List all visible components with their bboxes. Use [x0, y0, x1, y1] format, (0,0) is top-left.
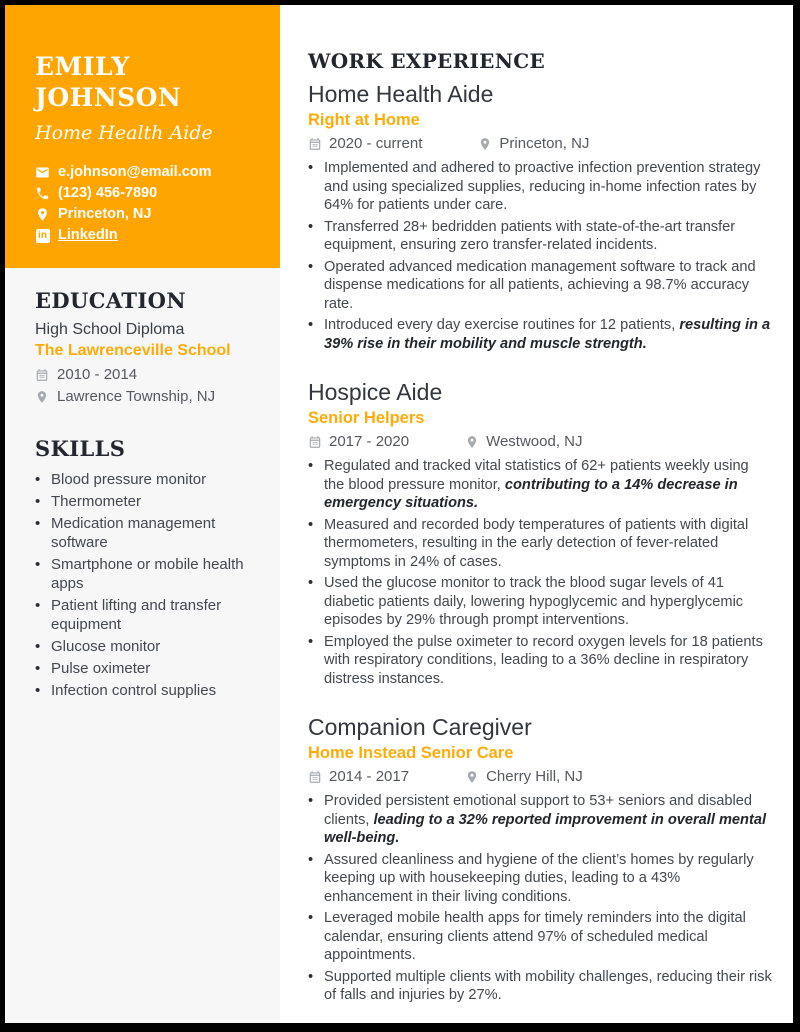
person-job-title: Home Health Aide — [35, 122, 213, 144]
bullet-dot: • — [35, 515, 41, 532]
bullet-dot: • — [308, 793, 314, 809]
education-heading: EDUCATION — [35, 288, 186, 313]
job-dates: 2014 - 2017 — [329, 768, 410, 785]
bullet-dot: • — [35, 556, 41, 573]
bullet-emphasis: leading to a 32% reported improvement in overall mental well-being. — [324, 811, 766, 846]
skill-item — [35, 596, 266, 634]
bullet-dot: • — [308, 258, 314, 275]
education-location-row — [35, 386, 266, 408]
job-location-row — [478, 134, 589, 154]
job-bullet — [308, 159, 772, 215]
skill-item — [35, 470, 266, 489]
bullet-dot: • — [308, 160, 314, 176]
bullet-text: Provided persistent emotional support to 53+ seniors and disabled clients, leading to a 32% reported improvement in overall mental well-being. — [324, 793, 766, 846]
bullet-text: Implemented and adhered to proactive infection prevention strategy and using specialized supplies, reducing in-home infection rates by 64% for patients under care. — [324, 160, 761, 213]
job-meta-row — [308, 134, 772, 154]
bullet-dot: • — [35, 682, 41, 699]
skill-label: Patient lifting and transfer equipment — [51, 597, 222, 633]
job-title: Companion Caregiver — [308, 714, 532, 740]
location-pin-icon — [35, 390, 49, 404]
education-dates-row — [35, 364, 266, 386]
contact-item[interactable] — [35, 228, 266, 243]
education-school: The Lawrenceville School — [35, 342, 231, 359]
location-pin-icon — [478, 137, 492, 151]
person-name-line: JOHNSON — [35, 83, 182, 112]
calendar-icon — [308, 770, 322, 784]
contact-label: Princeton, NJ — [58, 206, 152, 222]
bullet-text: Assured cleanliness and hygiene of the client’s homes by regularly keeping up with housekeeping duties, leading to a 43% enhancement in their living conditions. — [324, 851, 754, 905]
job-location: Princeton, NJ — [499, 135, 590, 152]
skill-label: Thermometer — [51, 493, 142, 510]
education-section — [35, 288, 266, 408]
job-dates: 2017 - 2020 — [329, 433, 410, 450]
skill-label: Pulse oximeter — [51, 660, 151, 677]
education-dates: 2010 - 2014 — [57, 366, 138, 383]
job-entry — [308, 81, 772, 353]
bullet-dot: • — [308, 218, 314, 235]
contact-item — [35, 165, 266, 180]
skill-item — [35, 681, 266, 700]
skill-item — [35, 637, 266, 656]
skill-label: Glucose monitor — [51, 638, 161, 655]
bullet-dot: • — [308, 317, 314, 333]
calendar-icon — [308, 137, 322, 151]
skill-item — [35, 492, 266, 511]
bullet-dot: • — [308, 633, 314, 650]
bullet-dot: • — [308, 968, 314, 985]
job-bullet — [308, 316, 772, 353]
skill-item — [35, 659, 266, 678]
job-bullet-list — [308, 159, 772, 353]
bullet-text: Supported multiple clients with mobility challenges, reducing their risk of falls and injuries by 27%. — [324, 968, 772, 1003]
bullet-emphasis: contributing to a 14% decrease in emergency situations. — [324, 476, 738, 511]
bullet-text: Regulated and tracked vital statistics of 62+ patients weekly using the blood pressure monitor, contributing to a 14% decrease in emergency situations. — [324, 458, 749, 511]
education-location: Lawrence Township, NJ — [57, 388, 216, 405]
person-name-line: EMILY — [35, 52, 130, 81]
job-location-row — [465, 432, 582, 452]
contact-label: e.johnson@email.com — [58, 164, 212, 180]
bullet-dot: • — [35, 493, 41, 510]
skill-label: Blood pressure monitor — [51, 471, 207, 488]
contact-item — [35, 207, 266, 222]
bullet-dot: • — [308, 458, 314, 474]
contact-item — [35, 186, 266, 201]
jobs-container — [308, 81, 772, 1005]
job-bullet — [308, 258, 772, 314]
calendar-icon — [35, 368, 49, 382]
contact-list — [35, 165, 266, 243]
bullet-text: Used the glucose monitor to track the blood sugar levels of 41 diabetic patients daily, lowering hypoglycemic and hyperglycemic episodes by 29% through prompt interventions. — [324, 575, 744, 628]
location-pin-icon — [465, 770, 479, 784]
job-location: Cherry Hill, NJ — [486, 768, 583, 785]
job-bullet — [308, 516, 772, 572]
location-pin-icon — [465, 435, 479, 449]
calendar-icon — [308, 435, 322, 449]
job-dates-row — [308, 432, 409, 452]
company-name: Senior Helpers — [308, 409, 425, 427]
job-bullet-list — [308, 457, 772, 688]
bullet-dot: • — [35, 660, 41, 677]
resume-page — [5, 5, 793, 1023]
sidebar — [5, 5, 280, 1023]
job-bullet-list — [308, 792, 772, 1005]
skills-heading: SKILLS — [35, 436, 126, 461]
contact-label[interactable]: LinkedIn — [58, 227, 118, 243]
job-title: Home Health Aide — [308, 81, 494, 107]
contact-label: (123) 456-7890 — [58, 185, 158, 201]
job-bullet — [308, 218, 772, 255]
skill-item — [35, 514, 266, 552]
job-location: Westwood, NJ — [486, 433, 583, 450]
job-bullet — [308, 633, 772, 689]
job-meta-row — [308, 767, 772, 787]
job-bullet — [308, 574, 772, 630]
job-bullet — [308, 792, 772, 848]
bullet-text: Operated advanced medication management software to track and dispense medications for all patients, achieving a 98.7% accuracy rate. — [324, 258, 756, 312]
job-dates-row — [308, 767, 409, 787]
sidebar-body — [5, 268, 280, 703]
envelope-icon — [35, 165, 50, 180]
work-experience-heading: WORK EXPERIENCE — [308, 49, 546, 73]
sidebar-header — [5, 5, 280, 268]
company-name: Home Instead Senior Care — [308, 744, 514, 762]
skill-label: Medication management software — [51, 515, 216, 551]
skills-section — [35, 436, 266, 700]
linkedin-icon: in — [35, 228, 50, 243]
skill-label: Infection control supplies — [51, 682, 217, 699]
bullet-text: Leveraged mobile health apps for timely reminders into the digital calendar, ensuring clients attend 97% of scheduled medical appointments. — [324, 910, 746, 963]
job-meta-row — [308, 432, 772, 452]
job-bullet — [308, 457, 772, 513]
job-location-row — [465, 767, 583, 787]
job-dates-row — [308, 134, 422, 154]
bullet-text: Transferred 28+ bedridden patients with state-of-the-art transfer equipment, ensuring zero transfer-related incidents. — [324, 218, 736, 253]
bullet-dot: • — [308, 910, 314, 926]
job-title: Hospice Aide — [308, 379, 443, 405]
bullet-dot: • — [35, 597, 41, 614]
bullet-text: Employed the pulse oximeter to record oxygen levels for 18 patients with respiratory conditions, leading to a 36% decline in respiratory distress instances. — [324, 633, 763, 687]
bullet-dot: • — [35, 471, 41, 488]
skill-label: Smartphone or mobile health apps — [51, 556, 244, 592]
company-name: Right at Home — [308, 111, 420, 129]
bullet-dot: • — [308, 575, 314, 591]
job-dates: 2020 - current — [329, 135, 423, 152]
location-pin-icon — [35, 207, 50, 222]
education-degree: High School Diploma — [35, 321, 185, 338]
bullet-dot: • — [308, 851, 314, 868]
bullet-dot: • — [35, 638, 41, 655]
work-experience-column — [280, 5, 793, 1023]
person-name — [35, 51, 266, 113]
skills-list — [35, 470, 266, 700]
phone-icon — [35, 186, 50, 201]
bullet-dot: • — [308, 516, 314, 533]
bullet-text: Introduced every day exercise routines for 12 patients, resulting in a 39% rise in their mobility and muscle strength. — [324, 317, 771, 352]
bullet-text: Measured and recorded body temperatures of patients with digital thermometers, resulting in the early detection of fever-related symptoms in 24% of cases. — [324, 516, 749, 570]
job-entry — [308, 714, 772, 1005]
bullet-emphasis: resulting in a 39% rise in their mobility and muscle strength. — [324, 317, 771, 352]
job-bullet — [308, 909, 772, 965]
job-entry — [308, 379, 772, 688]
job-bullet — [308, 968, 772, 1005]
skill-item — [35, 555, 266, 593]
job-bullet — [308, 851, 772, 907]
